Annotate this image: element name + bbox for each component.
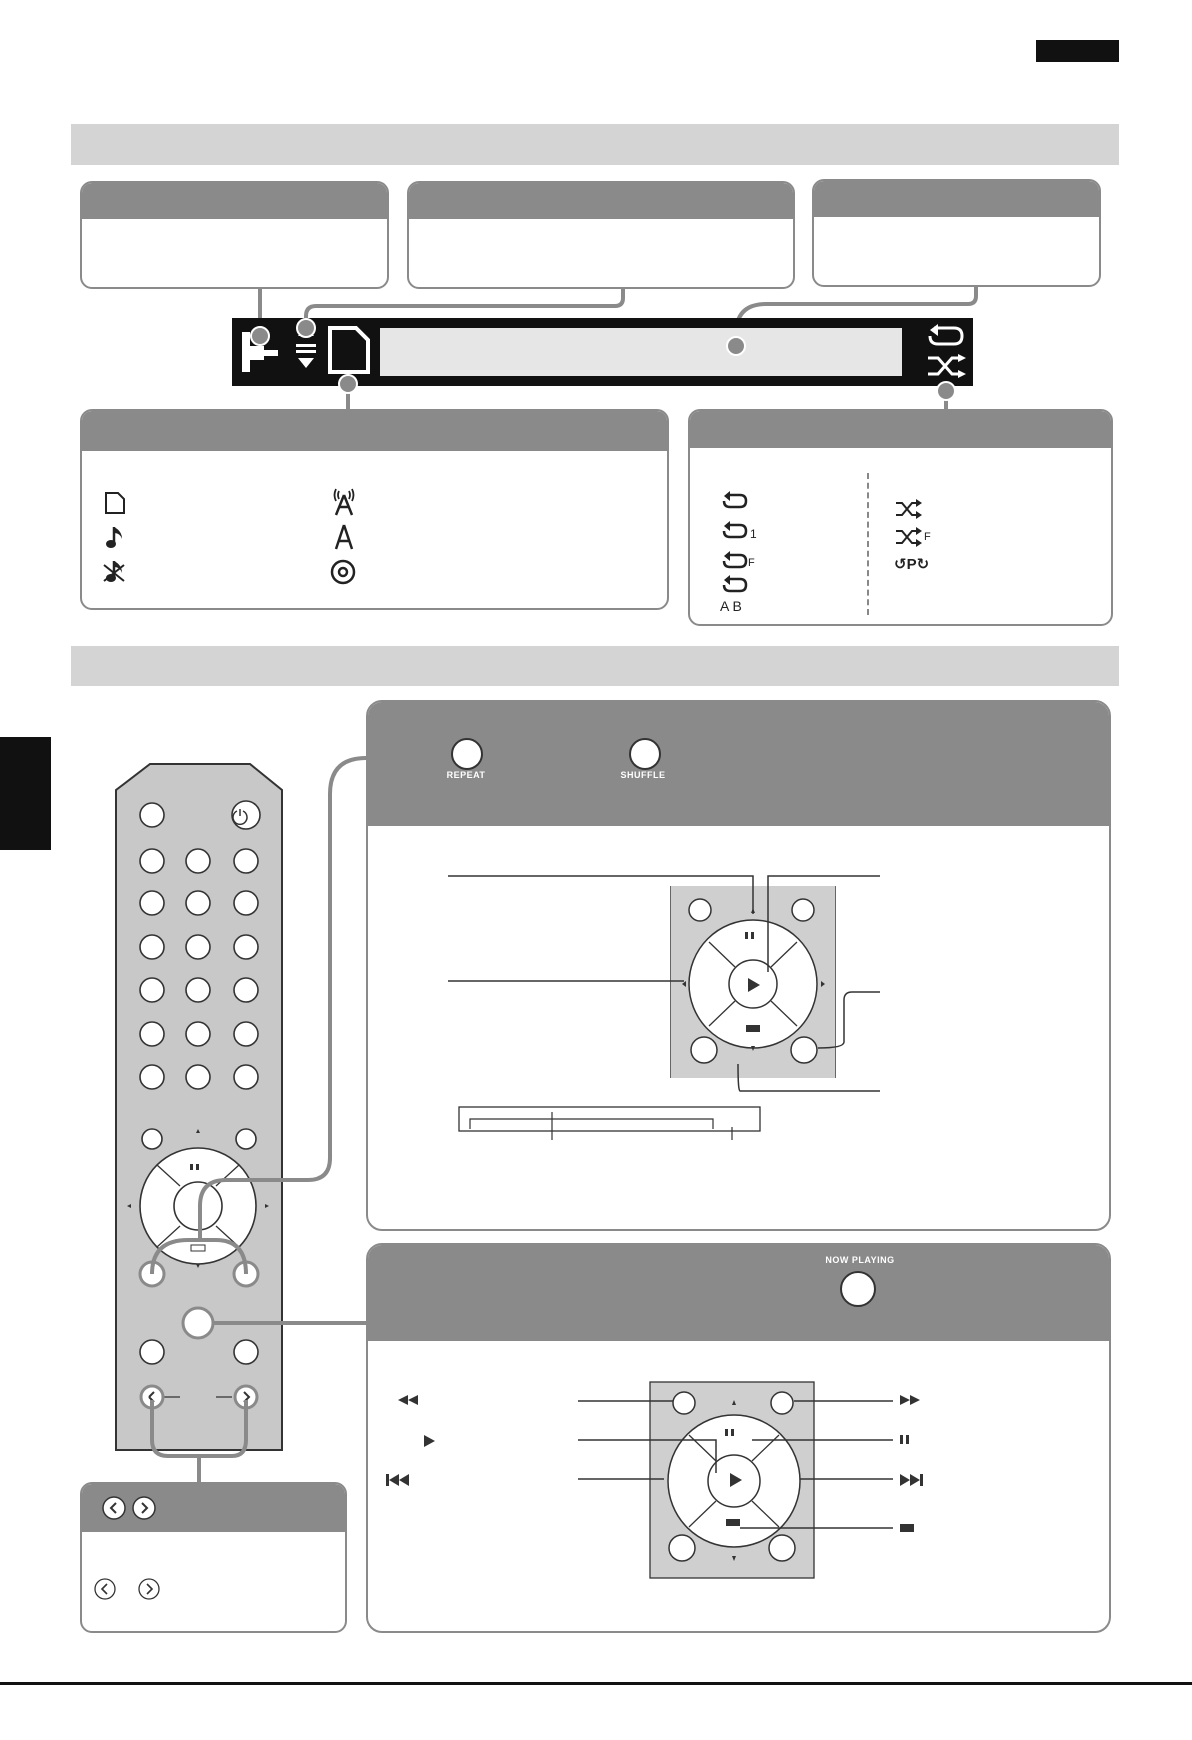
remote-detail-diagram bbox=[368, 702, 1111, 1231]
left-arrow-button-icon bbox=[102, 1496, 126, 1520]
repeat-button-label: REPEAT bbox=[446, 770, 486, 780]
repeat-ab-label: A B bbox=[720, 598, 742, 614]
now-playing-button-label: NOW PLAYING bbox=[825, 1255, 895, 1265]
left-arrow-small-icon bbox=[94, 1578, 116, 1600]
repeat-one-suffix: 1 bbox=[750, 527, 757, 541]
playback-diagram bbox=[368, 1245, 1111, 1633]
repeat-folder-suffix: F bbox=[748, 557, 755, 569]
repeat-shuffle-panel bbox=[366, 700, 1111, 1231]
now-playing-panel bbox=[366, 1243, 1111, 1633]
right-arrow-button-icon bbox=[132, 1496, 156, 1520]
right-arrow-small-icon bbox=[138, 1578, 160, 1600]
program-label: P bbox=[906, 556, 917, 573]
shuffle-folder-suffix: F bbox=[924, 531, 931, 543]
program-repeat-icon: ↺P↻ bbox=[894, 555, 930, 573]
skip-callout bbox=[80, 1482, 347, 1633]
shuffle-button-label: SHUFFLE bbox=[620, 770, 666, 780]
